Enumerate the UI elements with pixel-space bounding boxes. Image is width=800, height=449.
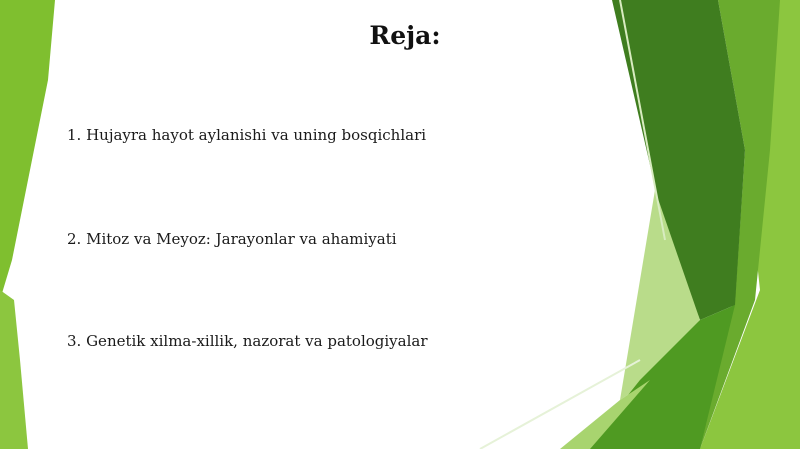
agenda-item: 3. Genetik xilma-xillik, nazorat va patologiyalar [67,332,428,350]
agenda-item: 2. Mitoz va Meyoz: Jarayonlar va ahamiyati [67,230,397,248]
slide-title: Reja: [369,21,441,50]
left-green-band [0,0,55,300]
agenda-item: 1. Hujayra hayot aylanishi va uning bosqichlari [67,126,427,144]
left-green-band-lower [0,290,28,449]
